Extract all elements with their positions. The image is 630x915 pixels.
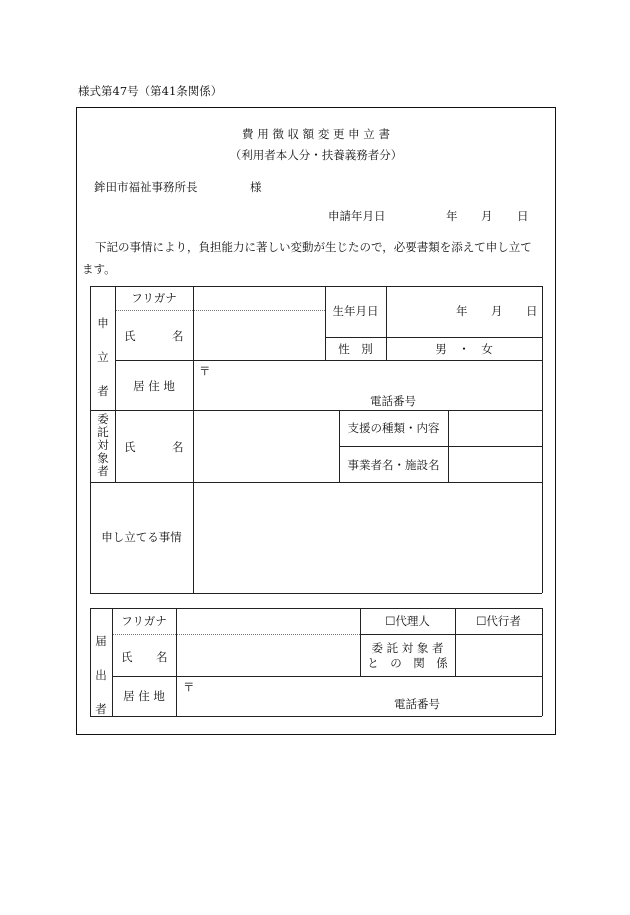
notifier-name-label-a: 氏: [121, 650, 133, 664]
date-year: 年: [446, 209, 458, 223]
target-name-label-a: 氏: [124, 440, 136, 454]
form-frame: [76, 107, 556, 735]
date-day: 日: [517, 209, 529, 223]
birth-month: 月: [491, 304, 503, 318]
date-month: 月: [481, 209, 493, 223]
target-section-label: 委 託 対 象 者: [97, 412, 109, 478]
intro-line-2: ます。: [82, 262, 116, 276]
birth-day: 日: [526, 304, 538, 318]
intro-line-1: 下記の事情により，負担能力に著しい変動が生じたので，必要書類を添えて申し立て: [95, 240, 532, 254]
relation-label-line2: と の 関 係: [367, 656, 448, 670]
applicant-name-label-b: 名: [172, 329, 184, 343]
date-label: 申請年月日: [328, 209, 386, 223]
applicant-phone-label: 電話番号: [370, 394, 416, 408]
gender-options[interactable]: 男 ・ 女: [435, 342, 493, 356]
applicant-address-label: 居 住 地: [133, 379, 175, 393]
notifier-furigana-label: フリガナ: [121, 614, 167, 628]
addressee: 鉾田市福祉事務所長: [94, 180, 198, 194]
agent-checkbox[interactable]: ☐代理人: [385, 614, 430, 628]
gender-label: 性 別: [338, 342, 373, 356]
notifier-address-label: 居 住 地: [123, 689, 165, 703]
notifier-postal-mark: 〒: [183, 680, 195, 694]
form-number: 様式第47号（第41条関係）: [78, 84, 223, 98]
notifier-name-label-b: 名: [156, 650, 168, 664]
notifier-phone-label: 電話番号: [394, 697, 440, 711]
relation-label-line1: 委 託 対 象 者: [371, 641, 444, 655]
birth-year: 年: [456, 304, 468, 318]
applicant-furigana-label: フリガナ: [131, 291, 177, 305]
notifier-section-label: 届 出 者: [95, 634, 107, 716]
reason-label: 申し立てる事情: [101, 530, 182, 544]
support-type-label: 支援の種類・内容: [347, 421, 440, 435]
provider-name-label: 事業者名・施設名: [347, 458, 440, 472]
applicant-section-label: 申 立 者: [97, 316, 109, 398]
target-name-label-b: 名: [172, 440, 184, 454]
addressee-suffix: 様: [250, 180, 262, 194]
birth-date-label: 生年月日: [332, 304, 379, 318]
applicant-name-label-a: 氏: [124, 329, 136, 343]
applicant-postal-mark: 〒: [199, 364, 211, 378]
proxy-checkbox[interactable]: ☐代行者: [476, 614, 521, 628]
form-subtitle: （利用者本人分・扶養義務者分）: [229, 148, 403, 162]
form-title: 費 用 徴 収 額 変 更 申 立 書: [242, 127, 390, 141]
